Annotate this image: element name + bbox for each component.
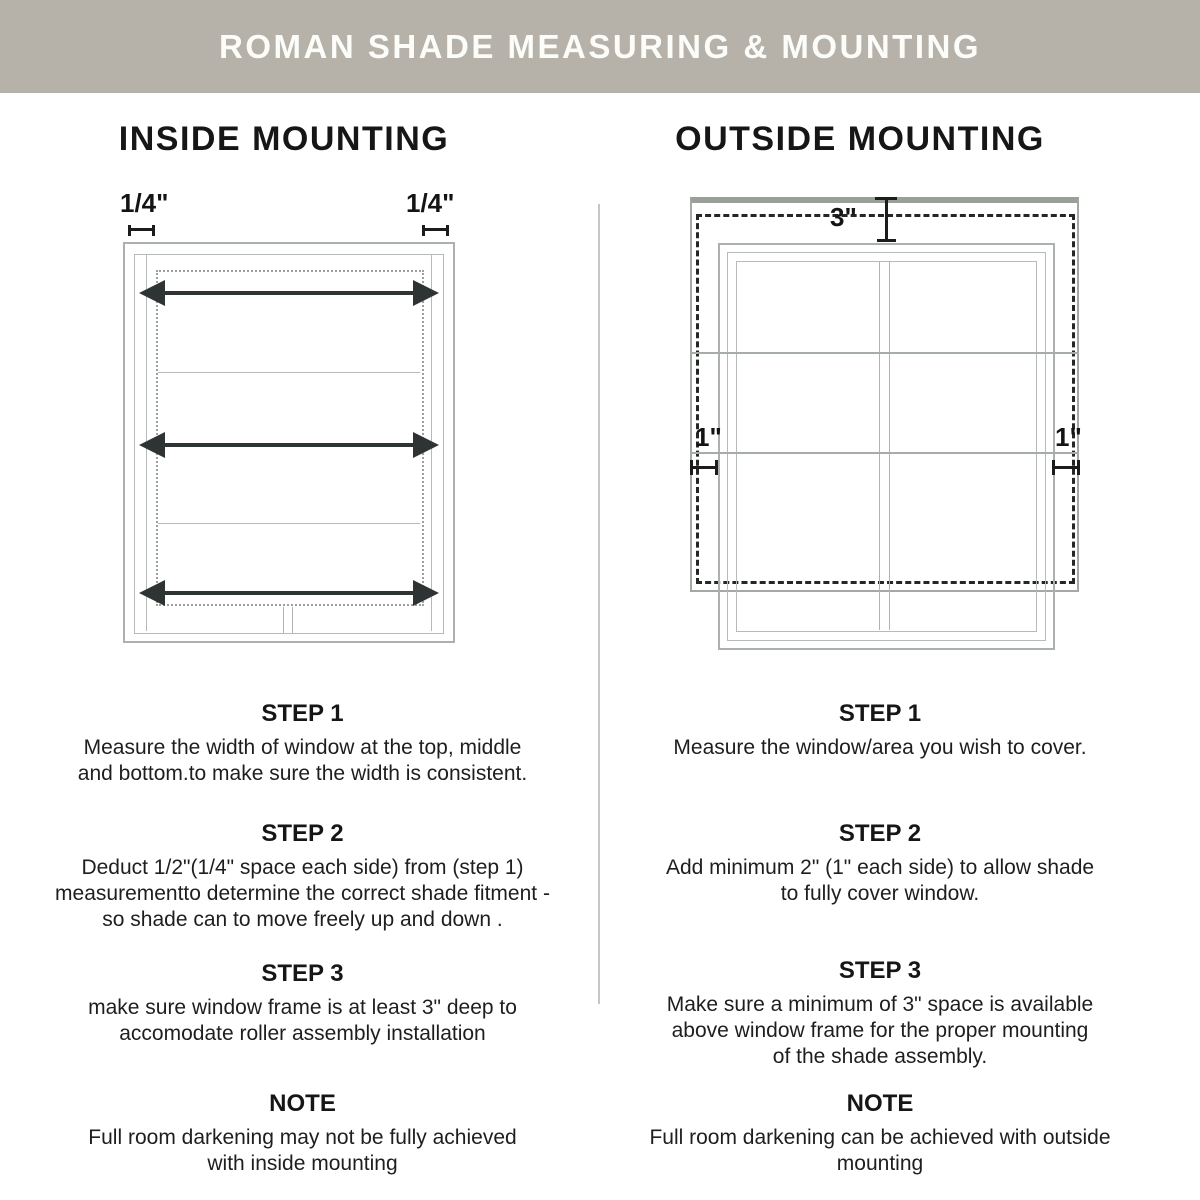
inside-gap-label-right: 1/4" [406,188,455,218]
step-line: to fully cover window. [780,882,980,905]
measure-arrow-bottom [139,579,439,607]
outside-gap-bracket-right [1052,460,1080,475]
bracket-bar [422,228,449,231]
note-line: Full room darkening may not be fully achieved [88,1126,517,1149]
arrow-shaft [159,291,419,295]
step-heading: STEP 1 [261,700,344,727]
step-heading: STEP 2 [261,820,344,847]
bracket-tick [152,225,155,236]
note-heading: NOTE [846,1090,914,1117]
outside-gap-label-top: 3" [830,202,857,232]
arrowhead-right [413,580,439,606]
outside-title: OUTSIDE MOUNTING [675,120,1045,158]
outside-step-3 [630,957,1130,1070]
step-line: above window frame for the proper mounting [671,1019,1089,1042]
bracket-bar [690,466,718,469]
outside-sash-rail-top [690,352,1079,354]
step-heading: STEP 3 [261,960,344,987]
step-line: Make sure a minimum of 3" space is available [666,993,1094,1016]
step-line: and bottom.to make sure the width is consistent. [77,762,528,785]
bracket-tick [128,225,131,236]
inside-shade-fold-line-1 [158,372,420,373]
inside-gap-label-left: 1/4" [120,188,169,218]
bracket-tick [715,460,718,475]
step-line: so shade can to move freely up and down . [102,908,503,931]
outside-gap-bracket-left [690,460,718,475]
step-line: accomodate roller assembly installation [119,1022,486,1045]
step-heading: STEP 3 [838,957,922,984]
bracket-tick [1077,460,1080,475]
note-line: Full room darkening can be achieved with outside [649,1126,1111,1149]
header-title: ROMAN SHADE MEASURING & MOUNTING [219,27,981,65]
arrow-shaft [159,443,419,447]
outside-note [630,1090,1130,1177]
step-line: of the shade assembly. [772,1045,988,1068]
step-line: Add minimum 2" (1" each side) to allow shade [665,856,1095,879]
inside-gap-bracket-right [422,225,449,236]
arrow-shaft [159,591,419,595]
outside-window-mullion [879,262,890,630]
bracket-tick [690,460,693,475]
bracket-bar [1052,466,1080,469]
step-line: Measure the window/area you wish to cover. [673,736,1087,759]
inside-step-3 [30,960,575,1047]
note-line: mounting [836,1152,924,1175]
step-heading: STEP 1 [838,700,922,727]
bracket-bar [128,228,155,231]
step-line: make sure window frame is at least 3" deep to [88,996,517,1019]
inside-step-2 [30,820,575,933]
inside-title: INSIDE MOUNTING [118,120,450,158]
inside-step-1 [30,700,575,787]
header-bar [0,0,1200,93]
note-heading: NOTE [269,1090,336,1117]
bracket-tick [446,225,449,236]
outside-sash-rail-bottom [690,452,1079,454]
column-divider [598,204,600,1004]
step-line: Deduct 1/2"(1/4" space each side) from (step 1) [81,856,524,879]
bracket-tick [1052,460,1055,475]
top-gap-ruler-line [885,197,888,242]
bracket-tick [422,225,425,236]
outside-gap-label-right: 1" [1055,422,1082,452]
inside-note [30,1090,575,1177]
measure-arrow-top [139,279,439,307]
arrowhead-right [413,432,439,458]
outside-step-1 [630,700,1130,761]
step-line: Measure the width of window at the top, middle [83,736,522,759]
arrowhead-right [413,280,439,306]
outside-gap-label-left: 1" [695,422,722,452]
top-gap-ruler-cap-bottom [877,239,896,242]
inside-sill-divider [283,607,293,633]
step-line: measurementto determine the correct shade fitment - [55,882,550,905]
inside-shade-fold-line-2 [158,523,420,524]
step-heading: STEP 2 [838,820,922,847]
inside-gap-bracket-left [128,225,155,236]
outside-step-2 [630,820,1130,907]
measure-arrow-middle [139,431,439,459]
note-line: with inside mounting [207,1152,398,1175]
